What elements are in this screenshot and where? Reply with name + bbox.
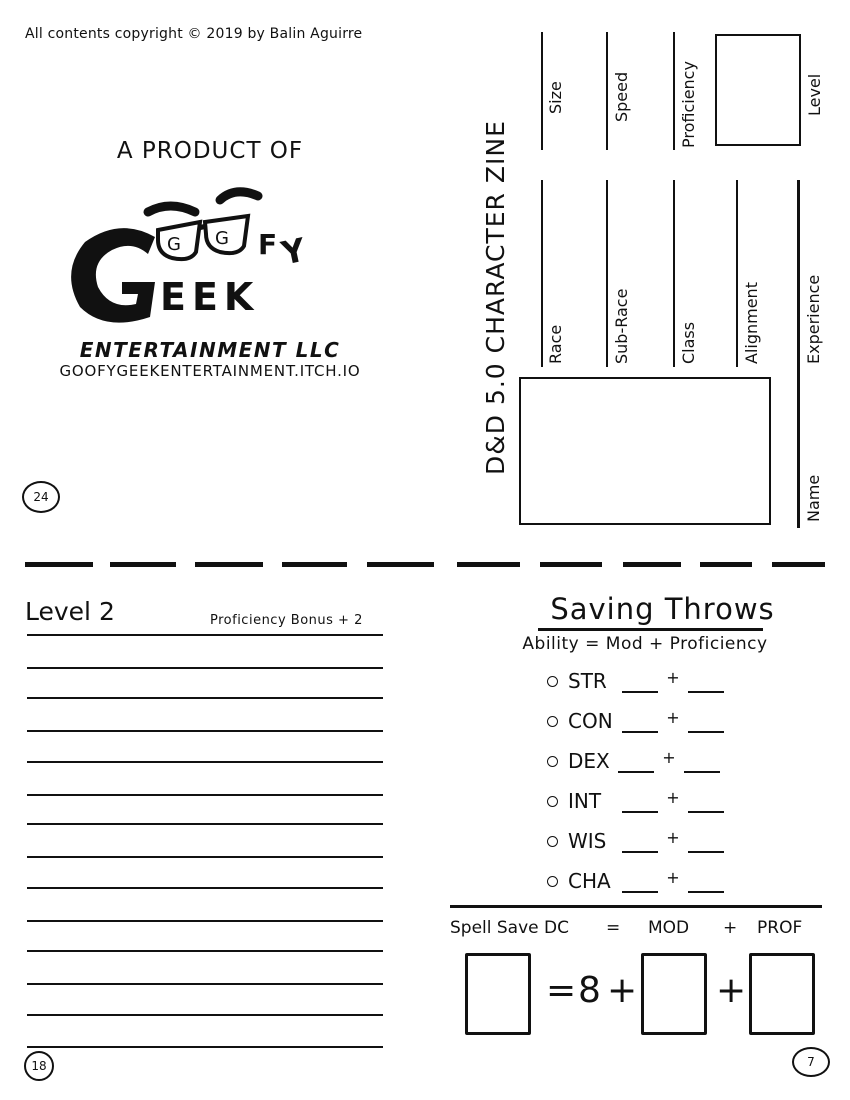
svg-text:F: F (258, 228, 278, 261)
fold-line-dash (700, 562, 752, 567)
fold-line-dash (457, 562, 520, 567)
page-number: 24 (33, 490, 49, 504)
equals-label: = (606, 918, 621, 938)
saving-throw-row-dex (547, 743, 720, 773)
proficiency-checkbox[interactable] (547, 836, 558, 847)
proficiency-checkbox[interactable] (547, 756, 558, 767)
subrace-field-line[interactable] (606, 180, 608, 367)
proficiency-checkbox[interactable] (547, 716, 558, 727)
prof-blank[interactable] (688, 731, 724, 733)
goofy-geek-logo (60, 182, 350, 342)
page-number-badge (22, 481, 60, 513)
prof-box[interactable] (749, 953, 815, 1035)
copyright-notice: All contents copyright © 2019 by Balin Aguirre (25, 26, 363, 42)
level-label: Level (805, 73, 824, 116)
page-number-badge (24, 1051, 54, 1081)
mod-label: MOD (648, 918, 690, 938)
notes-line[interactable] (27, 1014, 383, 1016)
mod-blank[interactable] (622, 891, 658, 893)
prof-blank[interactable] (688, 691, 724, 693)
fold-line-dash (623, 562, 681, 567)
notes-line[interactable] (27, 920, 383, 922)
character-portrait-box[interactable] (519, 377, 771, 525)
plus-sign: + (666, 668, 680, 687)
company-url[interactable]: GOOFYGEEKENTERTAINMENT.ITCH.IO (59, 362, 361, 380)
mod-blank[interactable] (622, 731, 658, 733)
class-field-line[interactable] (673, 180, 675, 367)
fold-line-dash (367, 562, 434, 567)
base-eight: 8 (578, 970, 601, 1011)
mod-blank[interactable] (622, 811, 658, 813)
notes-line[interactable] (27, 983, 383, 985)
proficiency-checkbox[interactable] (547, 876, 558, 887)
notes-line[interactable] (27, 823, 383, 825)
notes-line[interactable] (27, 730, 383, 732)
experience-label: Experience (804, 274, 823, 364)
saving-throw-row-int (547, 783, 724, 813)
equals-sign: = (546, 970, 577, 1011)
section-divider (450, 905, 822, 908)
fold-line-dash (110, 562, 176, 567)
svg-text:G: G (167, 234, 181, 255)
notes-line[interactable] (27, 761, 383, 763)
experience-name-field-line[interactable] (797, 180, 800, 528)
saving-throws-heading: Saving Throws (550, 592, 775, 626)
plus-sign: + (666, 708, 680, 727)
company-name: ENTERTAINMENT LLC (79, 338, 341, 362)
saving-throw-row-cha (547, 863, 724, 893)
race-label: Race (546, 324, 565, 364)
notes-line[interactable] (27, 887, 383, 889)
product-of-heading: A PRODUCT OF (116, 138, 304, 164)
level-heading: Level 2 (25, 597, 115, 626)
alignment-label: Alignment (742, 282, 761, 364)
page-number: 18 (31, 1059, 47, 1073)
speed-field-line[interactable] (606, 32, 608, 150)
mod-blank[interactable] (618, 771, 654, 773)
size-field-line[interactable] (541, 32, 543, 150)
fold-line-dash (282, 562, 347, 567)
plus-sign: + (607, 970, 638, 1011)
ability-abbr: CON (568, 709, 613, 733)
ability-abbr: DEX (568, 749, 610, 773)
size-label: Size (546, 81, 565, 114)
notes-line[interactable] (27, 856, 383, 858)
class-label: Class (679, 321, 698, 364)
heading-underline (538, 628, 763, 631)
saving-throw-row-str (547, 663, 724, 693)
notes-line[interactable] (27, 634, 383, 636)
proficiency-label: Proficiency (679, 61, 698, 148)
notes-line[interactable] (27, 950, 383, 952)
plus-sign: + (716, 970, 747, 1011)
plus-sign: + (662, 748, 676, 767)
page-number: 7 (807, 1055, 815, 1069)
notes-line[interactable] (27, 1046, 383, 1048)
plus-label: + (723, 918, 738, 938)
fold-line-dash (772, 562, 825, 567)
ability-abbr: WIS (568, 829, 607, 853)
proficiency-field-line[interactable] (673, 32, 675, 150)
notes-line[interactable] (27, 697, 383, 699)
ability-abbr: STR (568, 669, 607, 693)
plus-sign: + (666, 788, 680, 807)
prof-blank[interactable] (688, 811, 724, 813)
fold-line-dash (25, 562, 93, 567)
zine-title: D&D 5.0 CHARACTER ZINE (481, 120, 510, 475)
svg-text:EEK: EEK (160, 275, 260, 319)
mod-blank[interactable] (622, 691, 658, 693)
fold-line-dash (195, 562, 263, 567)
mod-blank[interactable] (622, 851, 658, 853)
saving-throw-row-con (547, 703, 724, 733)
notes-line[interactable] (27, 667, 383, 669)
ability-abbr: CHA (568, 869, 611, 893)
page-number-badge (792, 1047, 830, 1077)
prof-label: PROF (757, 918, 803, 938)
proficiency-checkbox[interactable] (547, 676, 558, 687)
alignment-field-line[interactable] (736, 180, 738, 367)
notes-line[interactable] (27, 794, 383, 796)
proficiency-checkbox[interactable] (547, 796, 558, 807)
prof-blank[interactable] (688, 851, 724, 853)
mod-box[interactable] (641, 953, 707, 1035)
plus-sign: + (666, 868, 680, 887)
speed-label: Speed (612, 71, 631, 122)
svg-text:G: G (215, 228, 229, 249)
race-field-line[interactable] (541, 180, 543, 367)
saving-throws-formula: Ability = Mod + Proficiency (522, 634, 768, 654)
name-label: Name (804, 474, 823, 522)
prof-blank[interactable] (688, 891, 724, 893)
svg-text:Y: Y (278, 230, 309, 273)
prof-blank[interactable] (684, 771, 720, 773)
plus-sign: + (666, 828, 680, 847)
ability-abbr: INT (568, 789, 602, 813)
proficiency-bonus-note: Proficiency Bonus + 2 (210, 613, 363, 628)
spell-save-dc-box[interactable] (465, 953, 531, 1035)
subrace-label: Sub-Race (612, 288, 631, 364)
spell-save-dc-label: Spell Save DC (450, 918, 569, 938)
fold-line-dash (540, 562, 602, 567)
level-box[interactable] (715, 34, 801, 146)
saving-throw-row-wis (547, 823, 724, 853)
